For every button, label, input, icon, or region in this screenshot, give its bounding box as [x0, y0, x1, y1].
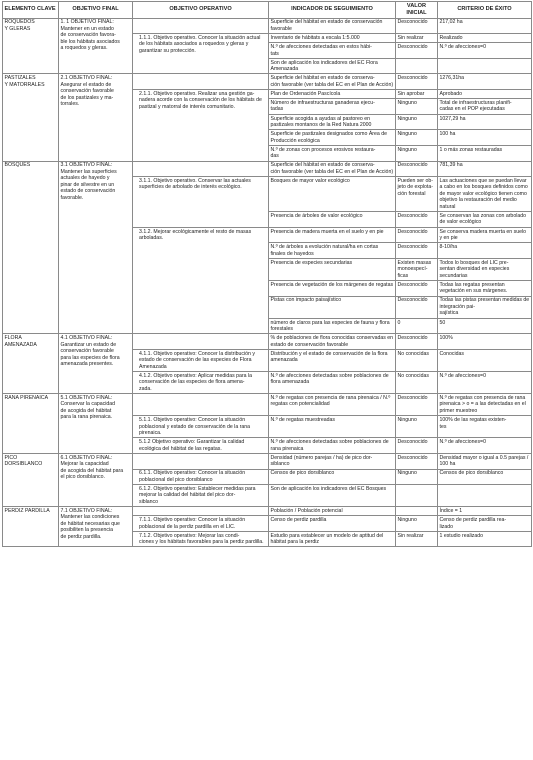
- indicator-cell: Población / Población potencial: [269, 507, 396, 516]
- operative-objective-cell: [133, 74, 269, 90]
- final-objective-cell: 3.1 OBJETIVO FINAL: Mantener las superficies actuales de hayedo y pinar de silvestre en un estado de conservación favorable.: [59, 161, 133, 334]
- table-row: [3, 507, 532, 516]
- success-criterion-cell: Conocidas: [438, 349, 532, 371]
- indicator-cell: Son de aplicación los indicadores del EC Flora Amenazada: [269, 58, 396, 74]
- initial-value-cell: 0: [396, 318, 438, 334]
- success-criterion-cell: 50: [438, 318, 532, 334]
- indicator-cell: Estudio para establecer un modelo de aptitud del hábitat para la perdiz: [269, 531, 396, 547]
- operative-objective-cell: 5.1.1. Objetivo operativo: Conocer la situación poblacional y estado de conservación de la rana pirenaica.: [133, 416, 269, 438]
- indicator-cell: Superficie del hábitat en estado de conservación favorable: [269, 18, 396, 34]
- final-objective-cell: 7.1 OBJETIVO FINAL: Mantener las condiciones de hábitat necesarias que posibiliten la presencia de perdiz pardilla.: [59, 507, 133, 547]
- operative-objective-cell: 3.1.2. Mejorar ecológicamente el resto de masas arboladas.: [133, 227, 269, 334]
- initial-value-cell: Desconocido: [396, 296, 438, 318]
- operative-objective-cell: [133, 507, 269, 516]
- success-criterion-cell: 1276,31ha: [438, 74, 532, 90]
- header-indicador: INDICADOR DE SEGUIMIENTO: [269, 2, 396, 19]
- objectives-table: [2, 1, 532, 547]
- key-element-cell: PERDIZ PARDILLA: [3, 507, 59, 547]
- initial-value-cell: Ninguno: [396, 114, 438, 130]
- success-criterion-cell: Realizado: [438, 34, 532, 43]
- indicator-cell: Densidad (número parejas / ha) de pico dor- siblanco: [269, 453, 396, 469]
- success-criterion-cell: N.º de regatas con presencia de rana pirenaica > o = a las detectadas en el primer muestreo: [438, 394, 532, 416]
- initial-value-cell: Desconocido: [396, 243, 438, 259]
- initial-value-cell: Ninguno: [396, 469, 438, 485]
- success-criterion-cell: 217,02 ha: [438, 18, 532, 34]
- initial-value-cell: Existen masas monoespecí- ficas: [396, 258, 438, 280]
- indicator-cell: N.º de regatas muestreadas: [269, 416, 396, 438]
- success-criterion-cell: Aprobado: [438, 90, 532, 99]
- indicator-cell: Pistas con impacto paisajístico: [269, 296, 396, 318]
- initial-value-cell: Desconocido: [396, 43, 438, 59]
- initial-value-cell: [396, 507, 438, 516]
- indicator-cell: Son de aplicación los indicadores del EC Bosques: [269, 485, 396, 507]
- table-row: [3, 453, 532, 469]
- success-criterion-cell: Se conservan las zonas con arbolado de valor ecológico: [438, 212, 532, 228]
- header-objetivo-final: OBJETIVO FINAL: [59, 2, 133, 19]
- indicator-cell: Presencia de árboles de valor ecológico: [269, 212, 396, 228]
- operative-objective-cell: 4.1.1. Objetivo operativo: Conocer la distribución y estado de conservación de las especies de Flora Amenazada: [133, 349, 269, 371]
- table-row: [3, 394, 532, 416]
- initial-value-cell: Ninguno: [396, 130, 438, 146]
- header-criterio-exito: CRITERIO DE ÉXITO: [438, 2, 532, 19]
- operative-objective-cell: [133, 18, 269, 34]
- initial-value-cell: Desconocido: [396, 453, 438, 469]
- key-element-cell: PICO DORSIBLANCO: [3, 453, 59, 506]
- success-criterion-cell: [438, 58, 532, 74]
- operative-objective-cell: 3.1.1. Objetivo operativo. Conservar las actuales superficies de arbolado de interés ecológico.: [133, 177, 269, 228]
- initial-value-cell: Ninguno: [396, 145, 438, 161]
- table-row: [3, 18, 532, 34]
- initial-value-cell: Desconocido: [396, 74, 438, 90]
- indicator-cell: Superficie del hábitat en estado de conserva- ción favorable (ver tabla del EC en el Plan de Acción): [269, 161, 396, 177]
- success-criterion-cell: N.º de afecciones=0: [438, 438, 532, 454]
- initial-value-cell: Desconocido: [396, 281, 438, 297]
- indicator-cell: Presencia de madera muerta en el suelo y en pie: [269, 227, 396, 243]
- indicator-cell: Número de infraestructuras ganaderas ejecu- tadas: [269, 99, 396, 115]
- indicator-cell: N.º de afecciones detectadas sobre poblaciones de flora amenazada: [269, 372, 396, 394]
- operative-objective-cell: [133, 394, 269, 416]
- success-criterion-cell: Densidad mayor o igual a 0.5 parejas / 100 ha: [438, 453, 532, 469]
- key-element-cell: RANA PIRENAICA: [3, 394, 59, 454]
- success-criterion-cell: 8-10/ha: [438, 243, 532, 259]
- operative-objective-cell: [133, 453, 269, 469]
- success-criterion-cell: Total de infraestructuras planifi- cadas en el POP ejecutadas: [438, 99, 532, 115]
- initial-value-cell: Desconocido: [396, 334, 438, 350]
- initial-value-cell: Sin realizar: [396, 34, 438, 43]
- indicator-cell: Distribución y el estado de conservación de la flora amenazada: [269, 349, 396, 371]
- key-element-cell: ROQUEDOS Y GLERAS: [3, 18, 59, 74]
- table-row: [3, 74, 532, 90]
- success-criterion-cell: Las actuaciones que se puedan llevar a cabo en los bosques definidos como de mayor valor ecológico tienen como objetivo la restauración del medio natural: [438, 177, 532, 212]
- success-criterion-cell: Todas las pistas presentan medidas de integración pai- sajística: [438, 296, 532, 318]
- initial-value-cell: Pueden ser ob- jeto de explota- ción forestal: [396, 177, 438, 212]
- success-criterion-cell: Censos de pico dorsiblanco: [438, 469, 532, 485]
- success-criterion-cell: 100% de las regatas existen- tes: [438, 416, 532, 438]
- initial-value-cell: [396, 58, 438, 74]
- success-criterion-cell: 1 estudio realizado: [438, 531, 532, 547]
- indicator-cell: N.º de regatas con presencia de rana pirenaica / N.º regatas con potencialidad: [269, 394, 396, 416]
- initial-value-cell: Ninguno: [396, 99, 438, 115]
- initial-value-cell: Desconocido: [396, 227, 438, 243]
- success-criterion-cell: N.º de afecciones=0: [438, 43, 532, 59]
- operative-objective-cell: [133, 334, 269, 350]
- success-criterion-cell: [438, 485, 532, 507]
- success-criterion-cell: Todas las regatas presentan vegetación en sus márgenes.: [438, 281, 532, 297]
- operative-objective-cell: 6.1.1. Objetivo operativo: Conocer la situación poblacional del pico dorsiblanco: [133, 469, 269, 485]
- initial-value-cell: Desconocido: [396, 18, 438, 34]
- success-criterion-cell: 100%: [438, 334, 532, 350]
- operative-objective-cell: 2.1.1. Objetivo operativo. Realizar una gestión ga- nadera acorde con la conservación de los hábitats de pastizal y matorral de interés comunitario.: [133, 90, 269, 161]
- success-criterion-cell: 781,39 ha: [438, 161, 532, 177]
- initial-value-cell: Ninguno: [396, 416, 438, 438]
- operative-objective-cell: 4.1.2. Objetivo operativo: Aplicar medidas para la conservación de las especies de flora amena- zada.: [133, 372, 269, 394]
- operative-objective-cell: 7.1.1. Objetivo operativo: Conocer la situación poblacional de la perdiz pardilla en el LIC.: [133, 516, 269, 532]
- operative-objective-cell: 6.1.2. Objetivo operativo: Establecer medidas para mejorar la calidad del hábitat del pico dor- siblanco: [133, 485, 269, 507]
- initial-value-cell: Desconocido: [396, 161, 438, 177]
- success-criterion-cell: Índice = 1: [438, 507, 532, 516]
- success-criterion-cell: N.º de afecciones=0: [438, 372, 532, 394]
- table-body: [3, 18, 532, 547]
- indicator-cell: N.º de árboles a evolución natural/ha en cortas finales de hayedos: [269, 243, 396, 259]
- initial-value-cell: [396, 485, 438, 507]
- indicator-cell: Censo de perdiz pardilla: [269, 516, 396, 532]
- indicator-cell: N.º de afecciones detectadas en estos hábi- tats: [269, 43, 396, 59]
- header-objetivo-operativo: OBJETIVO OPERATIVO: [133, 2, 269, 19]
- initial-value-cell: Desconocido: [396, 438, 438, 454]
- key-element-cell: FLORA AMENAZADA: [3, 334, 59, 394]
- final-objective-cell: 4.1 OBJETIVO FINAL: Garantizar un estado de conservación favorable para las especies de flora amenazada presentes.: [59, 334, 133, 394]
- header-elemento-clave: ELEMENTO CLAVE: [3, 2, 59, 19]
- indicator-cell: N.º de zonas con procesos erosivos restaura- das: [269, 145, 396, 161]
- success-criterion-cell: 100 ha: [438, 130, 532, 146]
- success-criterion-cell: Censo de perdiz pardilla rea- lizado: [438, 516, 532, 532]
- operative-objective-cell: 1.1.1. Objetivo operativo. Conocer la situación actual de los hábitats asociados a roquedos y gleras y garantizar su protección.: [133, 34, 269, 74]
- indicator-cell: Superficie de pastizales designados como Área de Producción ecológica: [269, 130, 396, 146]
- indicator-cell: Presencia de vegetación de los márgenes de regatas: [269, 281, 396, 297]
- key-element-cell: BOSQUES: [3, 161, 59, 334]
- initial-value-cell: Desconocido: [396, 212, 438, 228]
- operative-objective-cell: [133, 161, 269, 177]
- final-objective-cell: 2.1 OBJETIVO FINAL: Asegurar el estado de conservación favorable de los pastizales y ma- torrales.: [59, 74, 133, 161]
- initial-value-cell: No conocidas: [396, 349, 438, 371]
- table-row: [3, 161, 532, 177]
- operative-objective-cell: 5.1.2 Objetivo operativo: Garantizar la calidad ecológica del hábitat de las regatas.: [133, 438, 269, 454]
- indicator-cell: Plan de Ordenación Pascícola: [269, 90, 396, 99]
- indicator-cell: Presencia de especies secundarias: [269, 258, 396, 280]
- indicator-cell: Superficie del hábitat en estado de conserva- ción favorable (ver tabla del EC en el Plan de Acción): [269, 74, 396, 90]
- indicator-cell: % de poblaciones de flora conocidas conservadas en estado de conservación favorable: [269, 334, 396, 350]
- success-criterion-cell: Se conserva madera muerta en suelo y en pie: [438, 227, 532, 243]
- table-header-row: [3, 2, 532, 19]
- final-objective-cell: 5.1 OBJETIVO FINAL: Conservar la capacidad de acogida del hábitat para la rana pirenaica.: [59, 394, 133, 454]
- success-criterion-cell: 1 o más zonas restauradas: [438, 145, 532, 161]
- initial-value-cell: No conocidas: [396, 372, 438, 394]
- indicator-cell: Censos de pico dorsiblanco: [269, 469, 396, 485]
- table-row: [3, 334, 532, 350]
- indicator-cell: Bosques de mayor valor ecológico: [269, 177, 396, 212]
- header-valor-inicial: VALOR INICIAL: [396, 2, 438, 19]
- initial-value-cell: Desconocido: [396, 394, 438, 416]
- initial-value-cell: Sin realizar: [396, 531, 438, 547]
- success-criterion-cell: 1027,29 ha: [438, 114, 532, 130]
- final-objective-cell: 1. 1 OBJETIVO FINAL: Mantener en un estado de conservación favora- ble los hábitats asociados a roquedos y gleras.: [59, 18, 133, 74]
- initial-value-cell: Sin aprobar: [396, 90, 438, 99]
- initial-value-cell: Ninguno: [396, 516, 438, 532]
- key-element-cell: PASTIZALES Y MATORRALES: [3, 74, 59, 161]
- indicator-cell: Inventario de hábitats a escala 1:5.000: [269, 34, 396, 43]
- indicator-cell: N.º de afecciones detectadas sobre poblaciones de rana pirenaica: [269, 438, 396, 454]
- final-objective-cell: 6.1 OBJETIVO FINAL: Mejorar la capacidad de acogida del hábitat para el pico dorsiblanco.: [59, 453, 133, 506]
- operative-objective-cell: 7.1.2. Objetivo operativo: Mejorar las condi- ciones y los hábitats favorables para la perdiz pardilla.: [133, 531, 269, 547]
- success-criterion-cell: Todos lo bosques del LIC pre- sentan diversidad en especies secundarias: [438, 258, 532, 280]
- indicator-cell: número de claros para las especies de fauna y flora forestales: [269, 318, 396, 334]
- indicator-cell: Superficie acogida a ayudas al pastoreo en pastizales montanos de la Red Natura 2000: [269, 114, 396, 130]
